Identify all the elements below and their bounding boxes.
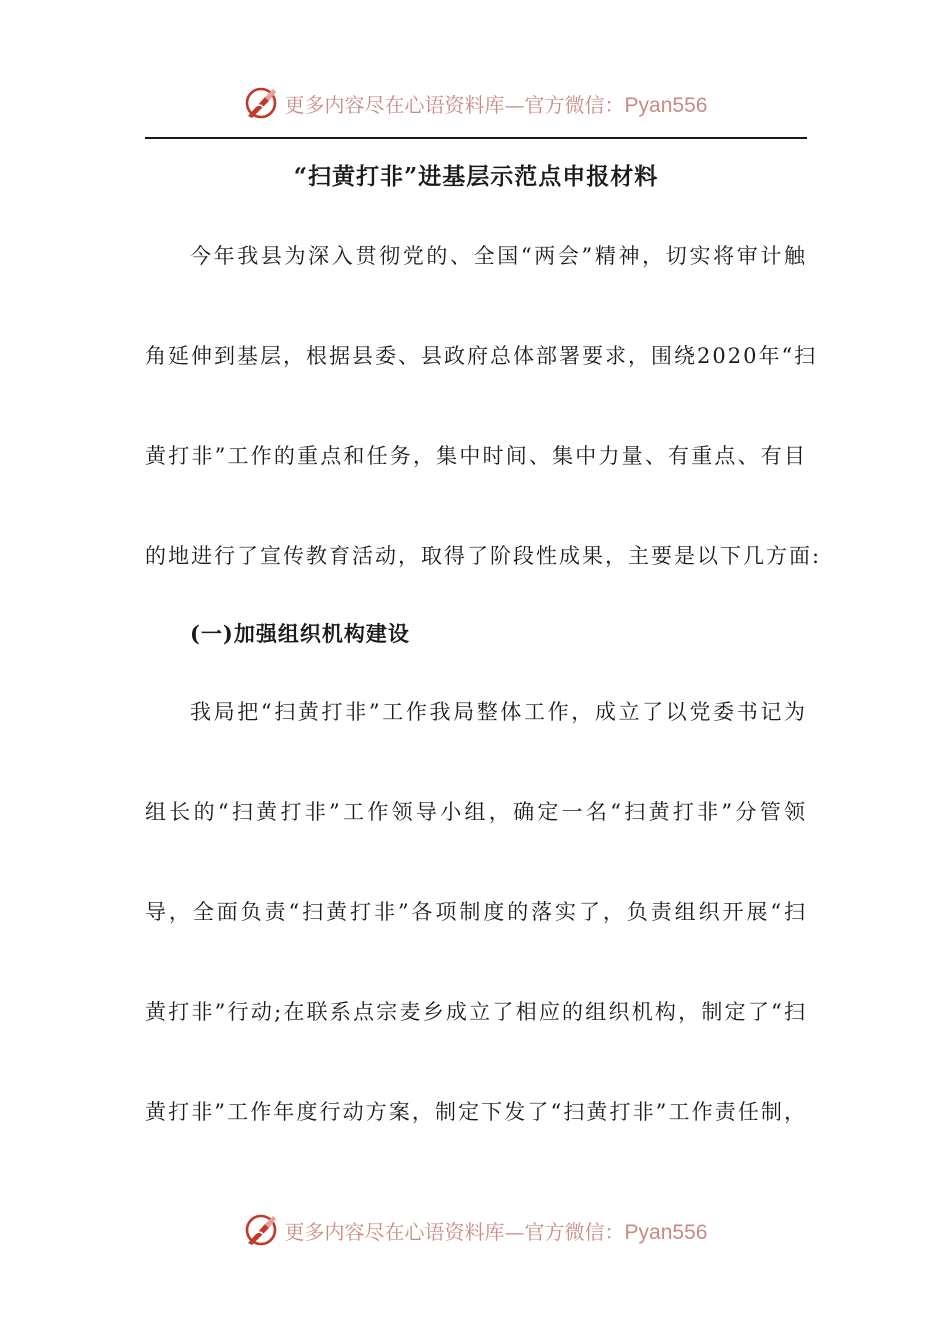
pen-logo-icon	[243, 1212, 279, 1248]
banner-label: 更多内容尽在心语资料库—官方微信：	[284, 1219, 625, 1244]
paragraph-line: 黄打非”工作的重点和任务，集中时间、集中力量、有重点、有目	[145, 444, 807, 468]
wechat-id: Pyan556	[624, 93, 708, 117]
paragraph-line: 导，全面负责“扫黄打非”各项制度的落实了，负责组织开展“扫	[145, 900, 807, 924]
pen-logo-icon	[243, 85, 279, 121]
header-divider	[145, 137, 807, 139]
paragraph-line: 我局把“扫黄打非”工作我局整体工作，成立了以党委书记为	[190, 700, 807, 724]
document-title: “扫黄打非”进基层示范点申报材料	[293, 163, 659, 190]
footer-banner	[0, 1208, 950, 1252]
banner-text	[285, 89, 708, 118]
paragraph-line: 今年我县为深入贯彻党的、全国“两会”精神，切实将审计触	[190, 244, 807, 268]
banner-text	[285, 1216, 708, 1245]
paragraph-line: 组长的“扫黄打非”工作领导小组，确定一名“扫黄打非”分管领	[145, 800, 807, 824]
banner-label: 更多内容尽在心语资料库—官方微信：	[284, 92, 625, 117]
paragraph-line: 角延伸到基层，根据县委、县政府总体部署要求，围绕2020年“扫	[145, 344, 818, 368]
header-banner	[0, 81, 950, 125]
wechat-id: Pyan556	[624, 1220, 708, 1244]
paragraph-line: 黄打非”行动;在联系点宗麦乡成立了相应的组织机构，制定了“扫	[145, 1000, 807, 1024]
paragraph-line: 黄打非”工作年度行动方案，制定下发了“扫黄打非”工作责任制，	[145, 1100, 807, 1124]
paragraph-line: 的地进行了宣传教育活动，取得了阶段性成果，主要是以下几方面:	[145, 544, 822, 568]
section-heading: (一)加强组织机构建设	[190, 621, 410, 646]
